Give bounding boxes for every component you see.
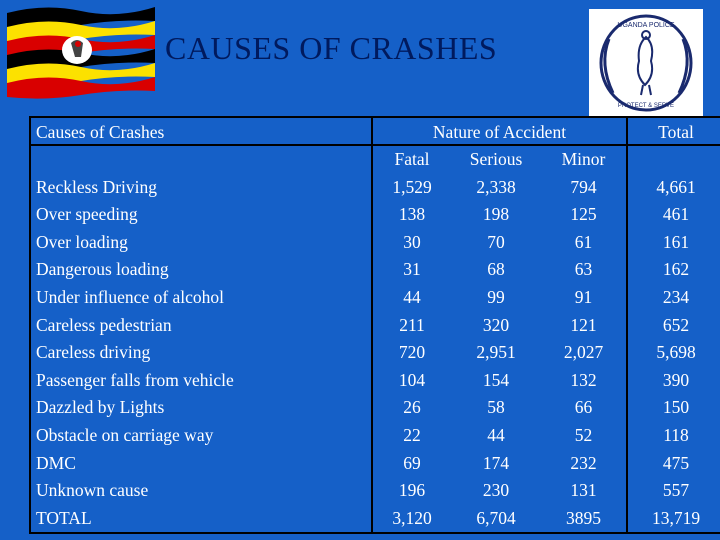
- minor-value: 61: [574, 231, 593, 252]
- total-value: 150: [662, 397, 690, 418]
- svg-text:UGANDA POLICE: UGANDA POLICE: [617, 22, 675, 29]
- total-value: 234: [662, 286, 690, 307]
- minor-value: 794: [570, 176, 597, 197]
- minor-value: 121: [570, 314, 597, 335]
- fatal-value: 31: [403, 259, 421, 280]
- fatal-value: 196: [398, 480, 426, 501]
- minor-value: 66: [574, 397, 593, 418]
- table-row: [373, 229, 626, 257]
- page-title: CAUSES OF CRASHES: [165, 30, 498, 66]
- table-row: [373, 367, 626, 395]
- fatal-value: 3,120: [392, 507, 432, 528]
- total-value: 475: [662, 452, 690, 473]
- total-value: 557: [662, 480, 690, 501]
- serious-value: 58: [487, 397, 505, 418]
- cause-label: Unknown cause: [36, 480, 149, 501]
- serious-value: 154: [482, 369, 510, 390]
- minor-value: 131: [570, 480, 597, 501]
- table-row: [373, 450, 626, 478]
- table-body-row: [30, 145, 720, 533]
- serious-value: 174: [482, 452, 510, 473]
- fatal-value: 138: [398, 204, 426, 225]
- nature-column: [372, 145, 627, 533]
- sub-header-row: [373, 146, 626, 174]
- crash-causes-table: [29, 116, 720, 534]
- table-row: [373, 312, 626, 340]
- fatal-value: 44: [403, 286, 421, 307]
- table-row: [373, 201, 626, 229]
- minor-value: 132: [570, 369, 597, 390]
- total-value: 161: [662, 231, 690, 252]
- fatal-value: 211: [399, 314, 425, 335]
- cause-label: Under influence of alcohol: [36, 286, 225, 307]
- svg-text:PROTECT & SERVE: PROTECT & SERVE: [617, 103, 675, 109]
- cause-label: Reckless Driving: [36, 176, 158, 197]
- fatal-value: 22: [403, 424, 421, 445]
- cause-label: TOTAL: [36, 507, 92, 528]
- total-value: 461: [662, 204, 690, 225]
- cause-label: Over speeding: [36, 204, 138, 225]
- table-row: [373, 505, 626, 533]
- table-row: [373, 477, 626, 505]
- header-total-cell: [627, 117, 720, 145]
- header-cause: Causes of Crashes: [36, 122, 165, 142]
- total-column: [627, 145, 720, 533]
- sub-header-serious: Serious: [469, 149, 523, 169]
- table-row: [373, 284, 626, 312]
- fatal-value: 69: [403, 452, 421, 473]
- uganda-police-crest-icon: [589, 9, 703, 116]
- minor-value: 2,027: [563, 342, 604, 363]
- minor-value: 232: [570, 452, 597, 473]
- cause-label: Obstacle on carriage way: [36, 424, 214, 445]
- header-nature: Nature of Accident: [432, 122, 567, 142]
- fatal-value: 104: [398, 369, 426, 390]
- fatal-value: 1,529: [392, 176, 432, 197]
- causes-column: [30, 145, 372, 533]
- minor-value: 63: [574, 259, 593, 280]
- total-value: 652: [662, 314, 690, 335]
- cause-label: Dangerous loading: [36, 259, 169, 280]
- serious-value: 198: [482, 204, 510, 225]
- serious-value: 70: [487, 231, 505, 252]
- table-row: [373, 339, 626, 367]
- table-row: [373, 174, 626, 202]
- serious-value: 6,704: [476, 507, 516, 528]
- table-row: [373, 256, 626, 284]
- table-row: [373, 394, 626, 422]
- serious-value: 68: [487, 259, 505, 280]
- total-value: 162: [662, 259, 690, 280]
- minor-value: 91: [574, 286, 593, 307]
- fatal-value: 26: [403, 397, 421, 418]
- cause-label: Over loading: [36, 231, 128, 252]
- cause-label: Careless driving: [36, 342, 151, 363]
- cause-label: Careless pedestrian: [36, 314, 172, 335]
- total-value: 13,719: [651, 507, 701, 528]
- header-cause-cell: [30, 117, 372, 145]
- total-value: 390: [662, 369, 690, 390]
- sub-header-fatal: Fatal: [394, 149, 430, 169]
- cause-label: DMC: [36, 452, 76, 473]
- uganda-flag-icon: [5, 3, 157, 103]
- table-header-row: [30, 117, 720, 145]
- serious-value: 230: [482, 480, 510, 501]
- serious-value: 2,951: [476, 342, 516, 363]
- header-total: Total: [658, 122, 694, 142]
- fatal-value: 720: [398, 342, 426, 363]
- sub-header-minor: Minor: [561, 149, 606, 169]
- total-value: 118: [663, 424, 689, 445]
- serious-value: 2,338: [476, 176, 516, 197]
- serious-value: 99: [487, 286, 505, 307]
- cause-label: Passenger falls from vehicle: [36, 369, 234, 390]
- cause-label: Dazzled by Lights: [36, 397, 165, 418]
- table-row: [373, 422, 626, 450]
- total-value: 5,698: [656, 342, 696, 363]
- serious-value: 320: [482, 314, 510, 335]
- minor-value: 3895: [566, 507, 601, 528]
- minor-value: 125: [570, 204, 597, 225]
- total-value: 4,661: [656, 176, 696, 197]
- header-nature-cell: [372, 117, 627, 145]
- fatal-value: 30: [403, 231, 421, 252]
- minor-value: 52: [574, 424, 593, 445]
- serious-value: 44: [487, 424, 505, 445]
